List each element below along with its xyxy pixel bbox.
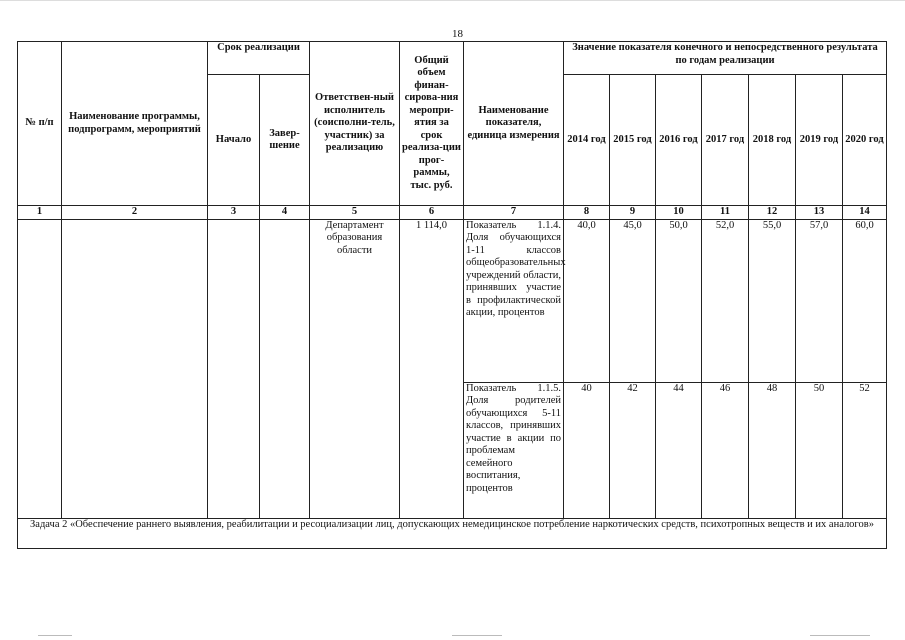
value-cell: 42 [610, 382, 656, 518]
cell-empty [260, 219, 310, 518]
header-values: Значение показателя конечного и непосредственного результата по годам реализации [564, 42, 887, 75]
header-executor: Ответствен-ный исполнитель (соисполни-тель, участник) за реализацию [310, 42, 400, 206]
program-table [17, 41, 887, 549]
column-number: 6 [400, 206, 464, 220]
header-start: Начало [208, 75, 260, 206]
header-year: 2018 год [749, 75, 796, 206]
column-number: 12 [749, 206, 796, 220]
column-number: 3 [208, 206, 260, 220]
header-year: 2017 год [702, 75, 749, 206]
cell-empty [62, 219, 208, 518]
page-number: 18 [452, 28, 463, 40]
column-number: 5 [310, 206, 400, 220]
header-indicator: Наименование показателя, единица измерения [464, 42, 564, 206]
indicator-cell: Показатель 1.1.4. Доля обучающихся 1-11 классов общеобразовательных учреждений области, принявших участие в профилактической акции, процентов [464, 219, 564, 382]
value-cell: 40,0 [564, 219, 610, 382]
column-number: 1 [18, 206, 62, 220]
value-cell: 46 [702, 382, 749, 518]
column-number: 2 [62, 206, 208, 220]
scan-mark [38, 635, 72, 636]
column-number: 7 [464, 206, 564, 220]
column-number: 14 [843, 206, 887, 220]
value-cell: 45,0 [610, 219, 656, 382]
header-funding: Общий объем финан-сирова-ния меропри-ятия за срок реализа-ции прог-раммы, тыс. руб. [400, 42, 464, 206]
cell-empty [208, 219, 260, 518]
column-number: 4 [260, 206, 310, 220]
value-cell: 52,0 [702, 219, 749, 382]
header-year: 2014 год [564, 75, 610, 206]
header-year: 2020 год [843, 75, 887, 206]
value-cell: 50,0 [656, 219, 702, 382]
indicator-cell: Показатель 1.1.5. Доля родителей обучающихся 5-11 классов, принявших участие в акции по проблемам семейного воспитания, процентов [464, 382, 564, 518]
scan-edge [0, 0, 905, 1]
value-cell: 40 [564, 382, 610, 518]
header-num: № п/п [18, 42, 62, 206]
header-year: 2015 год [610, 75, 656, 206]
scan-mark [810, 635, 870, 636]
value-cell: 48 [749, 382, 796, 518]
header-name: Наименование программы, подпрограмм, мероприятий [62, 42, 208, 206]
value-cell: 55,0 [749, 219, 796, 382]
cell-empty [18, 219, 62, 518]
header-year: 2016 год [656, 75, 702, 206]
column-number: 11 [702, 206, 749, 220]
table-row [18, 219, 887, 382]
funding-cell: 1 114,0 [400, 219, 464, 518]
header-end: Завер-шение [260, 75, 310, 206]
column-number: 9 [610, 206, 656, 220]
column-number: 10 [656, 206, 702, 220]
value-cell: 44 [656, 382, 702, 518]
column-number: 8 [564, 206, 610, 220]
value-cell: 50 [796, 382, 843, 518]
task-heading: Задача 2 «Обеспечение раннего выявления, реабилитации и ресоциализации лиц, допускающих немедицинское потребление наркотических средств, психотропных веществ и их аналогов» [18, 518, 887, 548]
column-number: 13 [796, 206, 843, 220]
scan-mark [452, 635, 502, 636]
header-year: 2019 год [796, 75, 843, 206]
header-period: Срок реализации [208, 42, 310, 75]
value-cell: 60,0 [843, 219, 887, 382]
executor-cell: Департамент образования области [310, 219, 400, 518]
value-cell: 57,0 [796, 219, 843, 382]
value-cell: 52 [843, 382, 887, 518]
